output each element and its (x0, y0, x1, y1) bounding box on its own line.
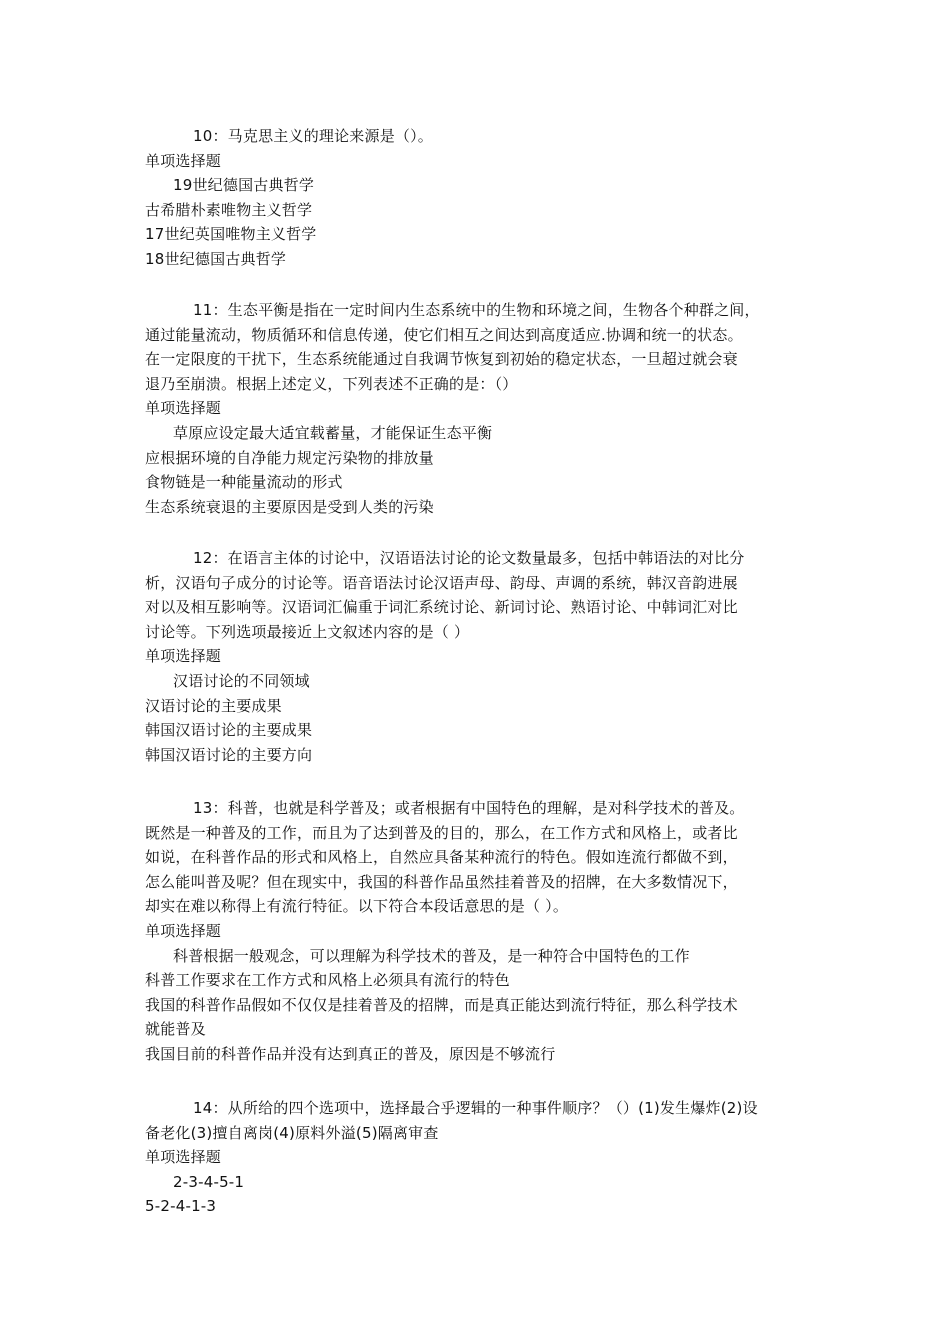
question-11 (145, 298, 815, 519)
question-stem: 析，汉语句子成分的讨论等。语音语法讨论汉语声母、韵母、声调的系统，韩汉音韵进展 (145, 573, 738, 592)
option: 2-3-4-5-1 (173, 1172, 245, 1191)
option: 韩国汉语讨论的主要方向 (145, 745, 313, 764)
question-stem: 14：从所给的四个选项中，选择最合乎逻辑的一种事件顺序？（）(1)发生爆炸(2)设 (193, 1099, 758, 1117)
option: 我国目前的科普作品并没有达到真正的普及，原因是不够流行 (145, 1044, 556, 1063)
question-stem: 备老化(3)擅自离岗(4)原料外溢(5)隔离审查 (145, 1123, 439, 1142)
option: 我国的科普作品假如不仅仅是挂着普及的招牌，而是真正能达到流行特征，那么科学技术 (145, 995, 738, 1014)
question-stem: 在一定限度的干扰下，生态系统能通过自我调节恢复到初始的稳定状态，一旦超过就会衰 (145, 350, 738, 369)
option: 生态系统衰退的主要原因是受到人类的污染 (145, 497, 434, 516)
question-stem: 13：科普，也就是科学普及；或者根据有中国特色的理解，是对科学技术的普及。 (193, 799, 745, 817)
question-type: 单项选择题 (145, 647, 222, 666)
option: 韩国汉语讨论的主要成果 (145, 721, 313, 740)
option: 18世纪德国古典哲学 (145, 249, 287, 268)
question-stem: 怎么能叫普及呢？但在现实中，我国的科普作品虽然挂着普及的招牌，在大多数情况下， (145, 872, 738, 891)
option: 就能普及 (145, 1020, 206, 1039)
question-13 (145, 796, 815, 1067)
option: 科普工作要求在工作方式和风格上必须具有流行的特色 (145, 971, 510, 990)
question-stem: 对以及相互影响等。汉语词汇偏重于词汇系统讨论、新词讨论、熟语讨论、中韩词汇对比 (145, 598, 738, 617)
question-14 (145, 1096, 815, 1219)
question-stem: 12：在语言主体的讨论中，汉语语法讨论的论文数量最多，包括中韩语法的对比分 (193, 549, 745, 567)
option: 19世纪德国古典哲学 (173, 176, 315, 195)
question-type: 单项选择题 (145, 1148, 222, 1167)
question-stem: 退乃至崩溃。根据上述定义，下列表述不正确的是：（） (145, 374, 518, 393)
option: 17世纪英国唯物主义哲学 (145, 225, 317, 244)
question-stem: 既然是一种普及的工作，而且为了达到普及的目的，那么，在工作方式和风格上，或者比 (145, 823, 738, 842)
question-stem: 通过能量流动，物质循环和信息传递，使它们相互之间达到高度适应.协调和统一的状态。 (145, 325, 743, 344)
option: 科普根据一般观念，可以理解为科学技术的普及，是一种符合中国特色的工作 (173, 946, 690, 965)
option: 古希腊朴素唯物主义哲学 (145, 200, 313, 219)
question-stem: 却实在难以称得上有流行特征。以下符合本段话意思的是（ ）。 (145, 897, 569, 916)
option: 汉语讨论的主要成果 (145, 696, 282, 715)
question-stem: 10：马克思主义的理论来源是（）。 (193, 127, 433, 145)
question-type: 单项选择题 (145, 921, 222, 940)
option: 食物链是一种能量流动的形式 (145, 473, 343, 492)
option: 汉语讨论的不同领域 (173, 671, 310, 690)
question-10 (145, 124, 815, 272)
question-stem: 11：生态平衡是指在一定时间内生态系统中的生物和环境之间，生物各个种群之间， (193, 301, 760, 319)
question-stem: 如说，在科普作品的形式和风格上，自然应具备某种流行的特色。假如连流行都做不到， (145, 848, 738, 867)
option: 应根据环境的自净能力规定污染物的排放量 (145, 448, 434, 467)
question-12 (145, 546, 815, 767)
question-type: 单项选择题 (145, 151, 222, 170)
option: 草原应设定最大适宜载蓄量，才能保证生态平衡 (173, 423, 493, 442)
question-stem: 讨论等。下列选项最接近上文叙述内容的是（ ） (145, 622, 470, 641)
question-type: 单项选择题 (145, 399, 222, 418)
option: 5-2-4-1-3 (145, 1197, 217, 1216)
